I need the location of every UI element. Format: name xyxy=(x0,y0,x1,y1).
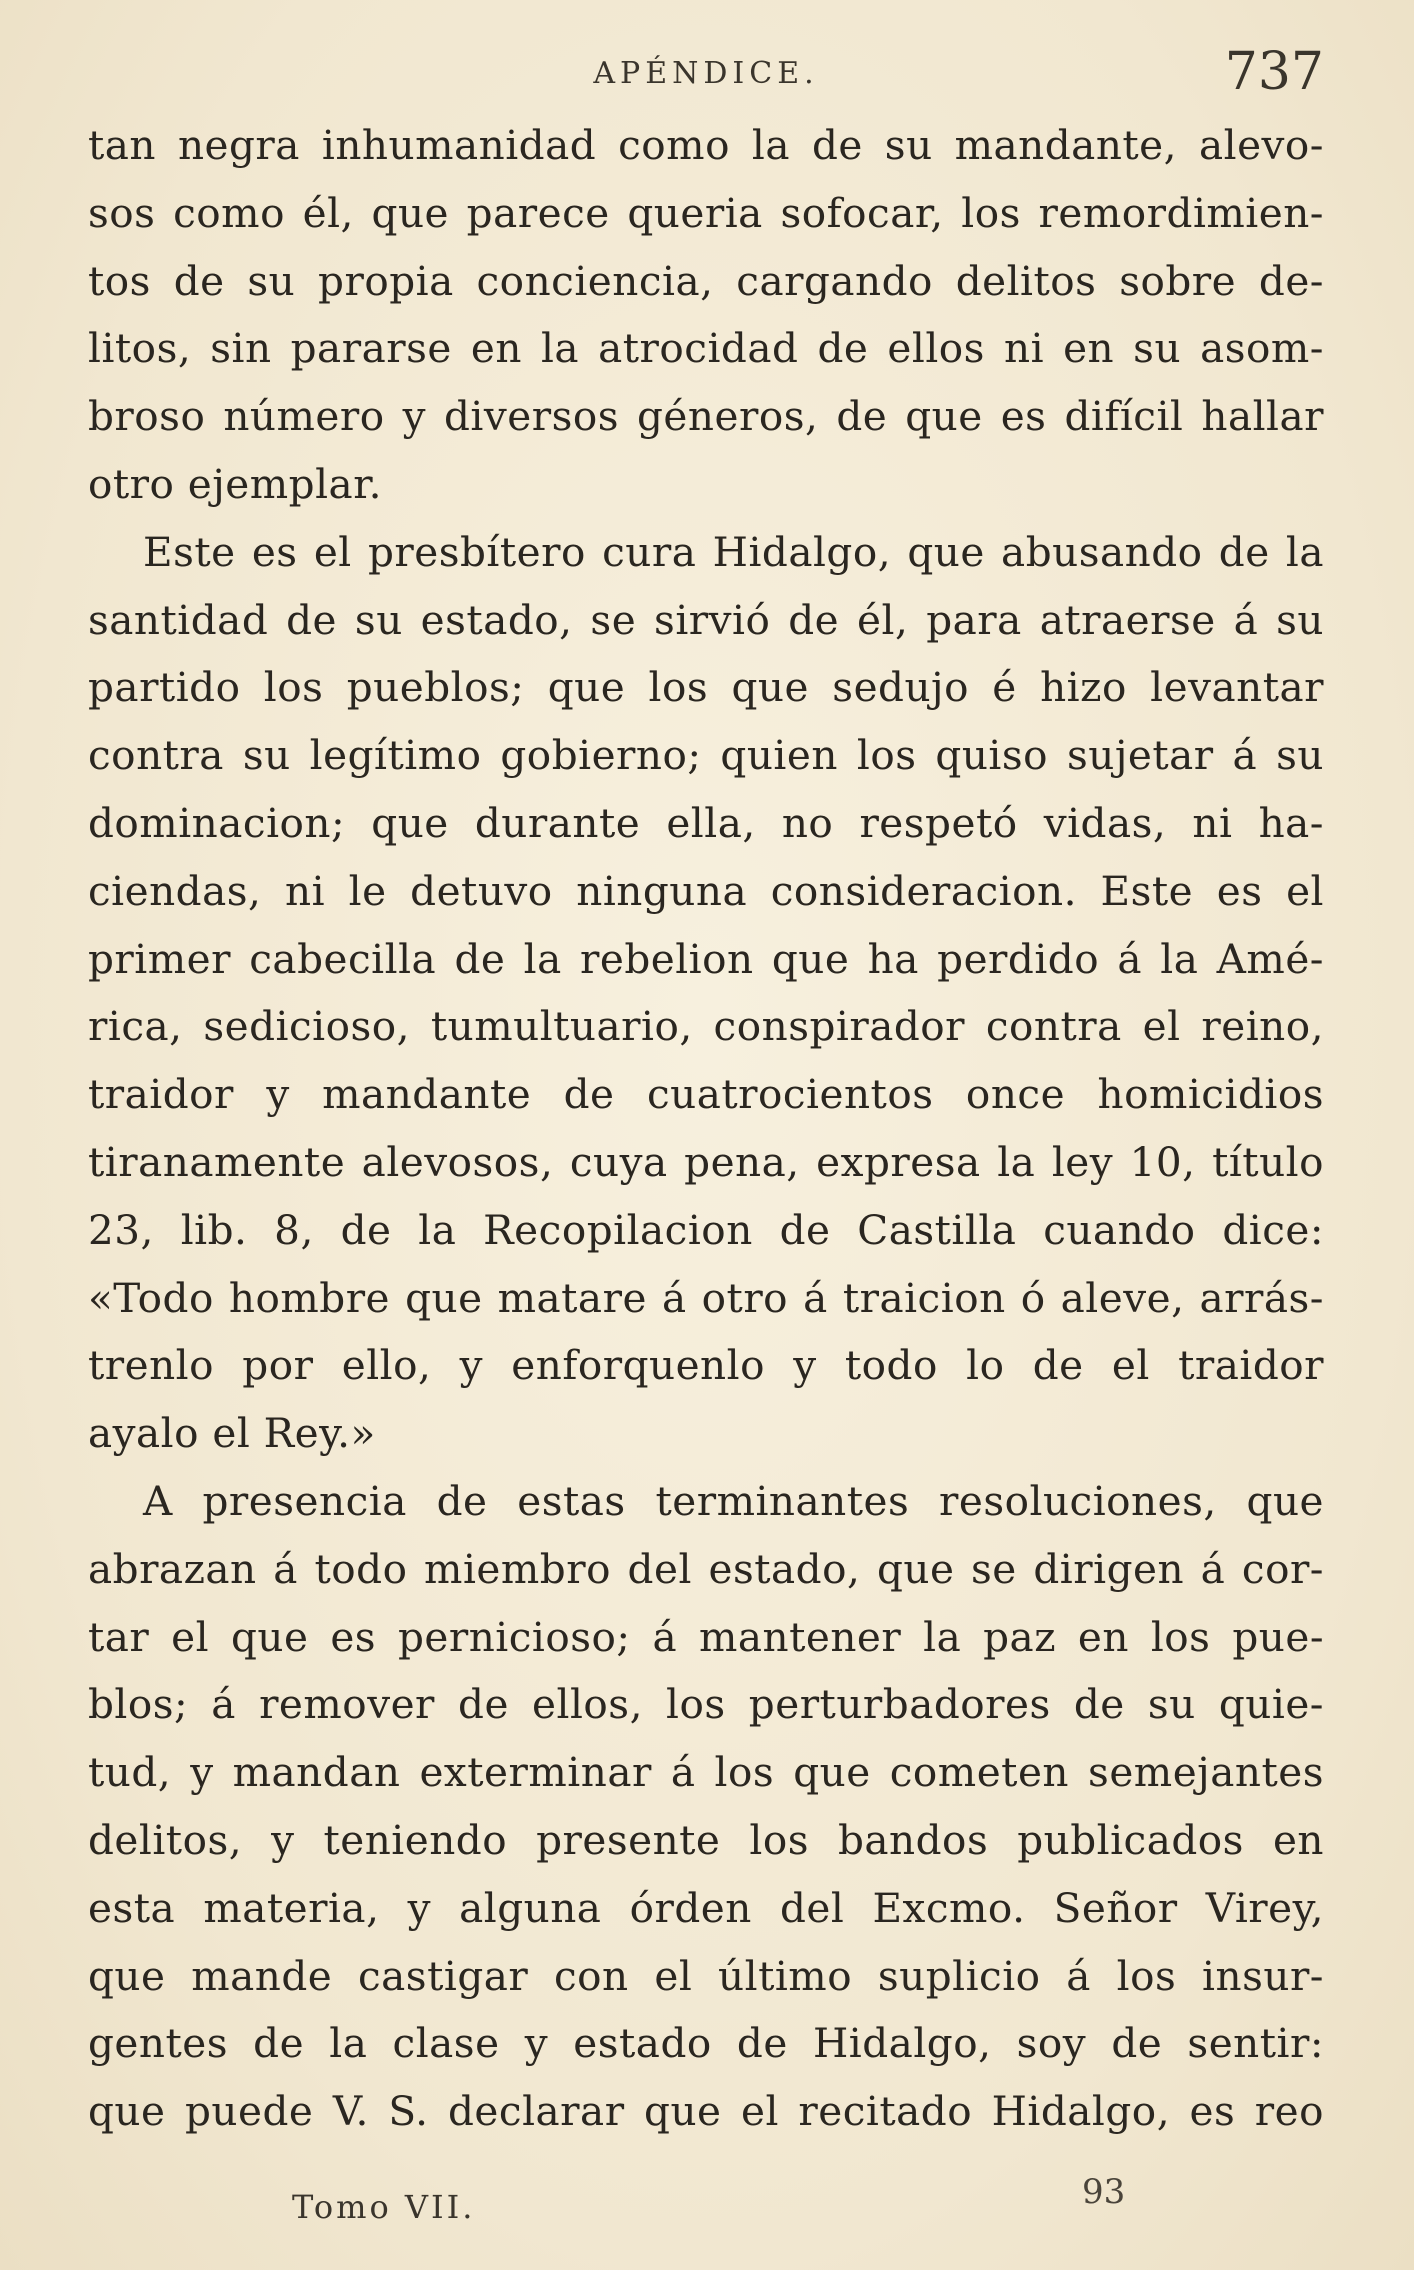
text-line: litos, sin pararse en la atrocidad de ellos ni en su asom- xyxy=(88,324,1324,373)
text-line: esta materia, y alguna órden del Excmo. Señor Virey, xyxy=(88,1883,1324,1932)
volume-label: Tomo VII. xyxy=(292,2188,476,2226)
text-line: abrazan á todo miembro del estado, que se dirigen á cor- xyxy=(88,1544,1324,1593)
paragraph-start-line: Este es el presbítero cura Hidalgo, que abusando de la xyxy=(143,527,1324,576)
page-footer xyxy=(0,2170,1414,2230)
text-line: que mande castigar con el último suplicio á los insur- xyxy=(88,1951,1324,2000)
text-line: delitos, y teniendo presente los bandos publicados en xyxy=(88,1815,1324,1864)
running-header xyxy=(88,42,1324,102)
text-line: broso número y diversos géneros, de que es difícil hallar xyxy=(88,392,1324,441)
text-line: «Todo hombre que matare á otro á traicion ó aleve, arrás- xyxy=(88,1273,1324,1322)
text-line: tud, y mandan exterminar á los que cometen semejantes xyxy=(88,1748,1324,1797)
text-line: rica, sedicioso, tumultuario, conspirador contra el reino, xyxy=(88,1002,1324,1051)
text-line: sos como él, que parece queria sofocar, los remordimien- xyxy=(88,188,1324,237)
text-line: tan negra inhumanidad como la de su mandante, alevo- xyxy=(88,121,1324,169)
running-title: APÉNDICE. xyxy=(593,56,819,91)
text-line: otro ejemplar. xyxy=(88,459,382,508)
text-line: tiranamente alevosos, cuya pena, expresa la ley 10, título xyxy=(88,1137,1324,1186)
text-line: primer cabecilla de la rebelion que ha perdido á la Amé- xyxy=(88,934,1324,983)
text-line: trenlo por ello, y enforquenlo y todo lo de el traidor xyxy=(88,1341,1324,1390)
text-line: blos; á remover de ellos, los perturbadores de su quie- xyxy=(88,1680,1324,1729)
text-line: dominacion; que durante ella, no respetó vidas, ni ha- xyxy=(88,798,1324,847)
text-line: partido los pueblos; que los que sedujo é hizo levantar xyxy=(88,663,1324,712)
page-number: 737 xyxy=(1224,42,1324,102)
paragraph-start-line: A presencia de estas terminantes resoluciones, que xyxy=(143,1476,1324,1525)
signature-mark: 93 xyxy=(1082,2172,1126,2212)
text-line: traidor y mandante de cuatrocientos once homicidios xyxy=(88,1070,1324,1119)
text-line: tos de su propia conciencia, cargando delitos sobre de- xyxy=(88,256,1324,305)
text-line: 23, lib. 8, de la Recopilacion de Castilla cuando dice: xyxy=(88,1205,1324,1254)
text-line: santidad de su estado, se sirvió de él, para atraerse á su xyxy=(88,595,1324,644)
body-text xyxy=(88,112,1324,2147)
text-line: ciendas, ni le detuvo ninguna consideracion. Este es el xyxy=(88,866,1324,915)
text-line: contra su legítimo gobierno; quien los quiso sujetar á su xyxy=(88,731,1324,780)
text-line: que puede V. S. declarar que el recitado Hidalgo, es reo xyxy=(88,2087,1324,2136)
text-line: gentes de la clase y estado de Hidalgo, soy de sentir: xyxy=(88,2019,1324,2068)
text-line: ayalo el Rey.» xyxy=(88,1409,376,1458)
text-line: tar el que es pernicioso; á mantener la paz en los pue- xyxy=(88,1612,1324,1661)
